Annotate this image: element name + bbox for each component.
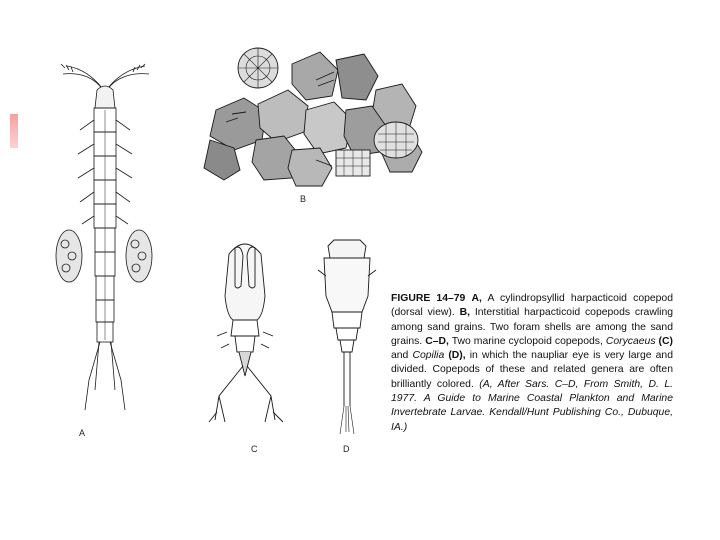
sand-grains-copepods-illustration	[196, 40, 428, 188]
caption-genus-corycaeus: Corycaeus	[605, 335, 656, 347]
caption-panel-cd-marker: C–D,	[425, 335, 449, 347]
corycaeus-c-illustration	[205, 236, 295, 432]
copepod-a-illustration	[45, 60, 165, 425]
caption-conjunction: and	[391, 350, 413, 362]
label-a: A	[79, 428, 86, 438]
caption-panel-d-marker: (D),	[448, 350, 466, 362]
label-c: C	[251, 444, 258, 454]
label-d: D	[343, 444, 350, 454]
caption-genus-copilia: Copilia	[412, 350, 445, 362]
caption-panel-cd-text: Two marine cyclopoid copepods,	[448, 335, 606, 347]
caption-description: in which the naupliar eye is very large and divided. Copepods of these and related genera are often brilliantly colored.	[391, 350, 673, 390]
caption-credits: (A, After Sars. C–D, From Smith, D. L. 1977. A Guide to Marine Coastal Plankton and Marine Invertebrate Larvae. Kendall/Hunt Publishing Co., Dubuque, IA.)	[391, 378, 673, 433]
figure-caption	[391, 292, 673, 435]
caption-panel-b-marker: B,	[459, 307, 470, 319]
figure-number: FIGURE 14–79	[391, 293, 466, 304]
copilia-d-illustration	[312, 236, 382, 438]
slide-accent-bar	[10, 114, 18, 148]
caption-panel-b-text: Interstitial harpacticoid copepods crawling among sand grains. Two foram shells are among the sand grains.	[391, 307, 674, 347]
caption-panel-a-text: A cylindropsyllid harpacticoid copepod (dorsal view).	[391, 293, 673, 319]
caption-panel-a-marker: A,	[471, 293, 482, 304]
caption-panel-c-marker: (C)	[658, 335, 673, 347]
label-b: B	[300, 194, 307, 204]
